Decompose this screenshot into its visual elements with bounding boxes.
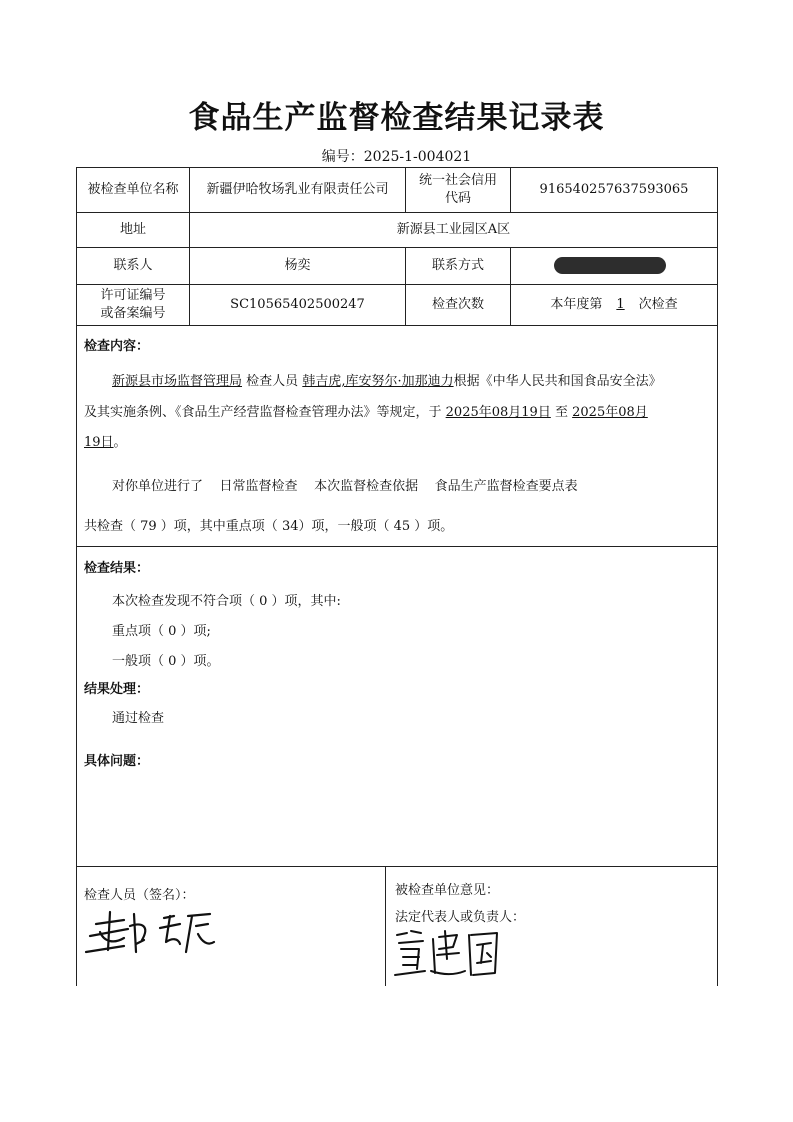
handling-value: 通过检查	[112, 711, 165, 726]
count-value-cell	[511, 285, 717, 325]
row-divider	[76, 866, 718, 867]
unit-value: 新疆伊哈牧场乳业有限责任公司	[206, 182, 389, 197]
license-label-line2: 或备案编号	[100, 306, 166, 321]
address-label: 地址	[119, 222, 146, 237]
content-line-2	[84, 401, 648, 420]
credit-label-line2: 代码	[444, 191, 471, 206]
license-label	[77, 285, 189, 325]
result-line-3: 一般项（ 0 ）项。	[112, 654, 220, 669]
row-divider	[76, 546, 718, 547]
contact-value: 杨奕	[284, 258, 311, 273]
inspector-signature	[84, 902, 224, 962]
col-divider	[385, 866, 386, 986]
address-value: 新源县工业园区A区	[396, 222, 511, 237]
credit-label	[406, 168, 510, 212]
page-title: 食品生产监督检查结果记录表	[188, 100, 605, 136]
opinion-label: 被检查单位意见：	[395, 883, 500, 898]
inspector-signature-label: 检查人员（签名）：	[84, 888, 195, 903]
agency: 新源县市场监督管理局	[112, 374, 243, 389]
rep-label: 法定代表人或负责人：	[395, 910, 526, 925]
date-end-a: 2025年08月	[572, 405, 648, 420]
representative-signature	[393, 925, 503, 983]
count-prefix: 本年度第	[550, 297, 603, 312]
basis-prefix: 本次监督检查依据	[314, 479, 419, 494]
result-label: 检查结果：	[84, 561, 150, 576]
issues-label: 具体问题：	[84, 754, 150, 769]
credit-label-line1: 统一社会信用	[418, 173, 497, 188]
date-end-b: 19日	[84, 435, 114, 450]
count-suffix: 次检查	[638, 297, 678, 312]
date-start: 2025年08月19日	[445, 405, 551, 420]
license-label-line1: 许可证编号	[100, 288, 166, 303]
content-line-1	[112, 370, 662, 389]
phone-label: 联系方式	[431, 258, 484, 273]
basis-1: 根据《中华人民共和国食品安全法》	[453, 374, 662, 389]
totals: 共检查（ 79 ）项，其中重点项（ 34）项，一般项（ 45 ）项。	[84, 519, 454, 534]
content-line-3	[84, 431, 127, 450]
content-label: 检查内容：	[84, 339, 150, 354]
period-end: 。	[113, 435, 127, 450]
basis-value: 食品生产监督检查要点表	[434, 479, 578, 494]
serial-number: 编号：2025-1-004021	[321, 149, 472, 165]
redacted-phone	[554, 257, 666, 274]
inspectors: 韩吉虎,库安努尔·加那迪力	[302, 374, 454, 389]
count-value: 1	[616, 297, 625, 312]
unit-label: 被检查单位名称	[87, 182, 179, 197]
type-value: 日常监督检查	[219, 479, 298, 494]
inspector-label: 检查人员	[246, 374, 299, 389]
basis-2: 及其实施条例、《食品生产经营监督检查管理办法》等规定，于	[84, 405, 442, 420]
contact-label: 联系人	[113, 258, 153, 273]
credit-value: 916540257637593065	[539, 182, 689, 197]
type-prefix: 对你单位进行了	[112, 479, 204, 494]
license-value: SC10565402500247	[230, 297, 365, 312]
result-line-2: 重点项（ 0 ）项;	[112, 624, 211, 639]
result-line-1: 本次检查发现不符合项（ 0 ）项，其中:	[112, 594, 341, 609]
row-divider	[76, 325, 718, 326]
count-label: 检查次数	[431, 297, 484, 312]
handling-label: 结果处理：	[84, 682, 150, 697]
content-line-4	[112, 475, 578, 494]
date-to: 至	[554, 405, 568, 420]
